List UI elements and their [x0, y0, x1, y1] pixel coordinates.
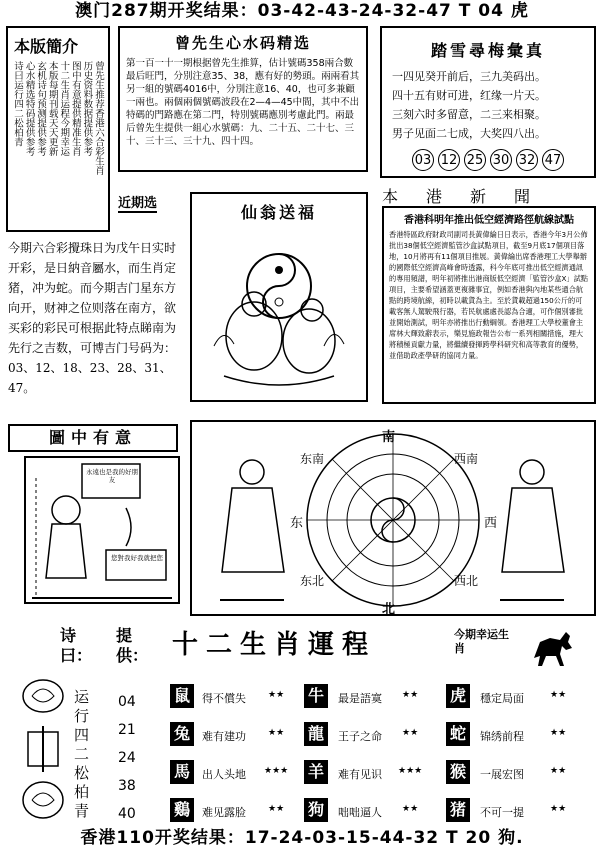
compass-east: 东	[290, 516, 304, 531]
zodiac-sign: 馬	[170, 760, 194, 784]
compass-south: 南	[382, 430, 396, 445]
zodiac-text: 难有建功	[202, 730, 246, 743]
intro-box	[6, 26, 110, 232]
zodiac-text: 出人头地	[202, 768, 246, 781]
zodiac-sign: 虎	[446, 684, 470, 708]
precision-box	[118, 26, 368, 172]
intro-column: 十二生肖运程今期幸运	[58, 61, 70, 156]
picture-sign-bottom: 您對我好我就把您	[111, 554, 163, 562]
zodiac-text: 不可一提	[480, 806, 524, 819]
provide-label: 提供：	[116, 626, 149, 665]
shiyue-lines	[74, 688, 90, 821]
poem-box	[380, 26, 596, 178]
intro-column: 本版每期刊载天天更新	[46, 61, 58, 156]
provide-number: 21	[118, 722, 136, 738]
poem-title: 踏雪尋梅彙真	[430, 41, 545, 60]
zodiac-text: 一展宏图	[480, 768, 524, 781]
zodiac-title: 十二生肖運程	[172, 630, 377, 660]
zodiac-sign: 兔	[170, 722, 194, 746]
zodiac-stars: ★★	[550, 690, 567, 700]
zodiac-sign: 蛇	[446, 722, 470, 746]
lucky-title: 仙翁送福	[240, 203, 317, 222]
shiyue-label: 诗曰：	[60, 626, 93, 665]
compass-west: 西	[484, 516, 498, 531]
zodiac-subtitle: 今期幸运生肖	[454, 628, 509, 655]
news-box	[382, 206, 596, 404]
footer-results: 香港110开奖结果：17-24-03-15-44-32 T 20 狗.	[80, 828, 524, 848]
compass-southwest: 西南	[454, 452, 479, 466]
zodiac-sign: 鷄	[170, 798, 194, 822]
picture-title-box	[8, 424, 178, 452]
poem-line: 男子见面二七成，大奖四八出。	[392, 127, 546, 140]
intro-column: 玄机诗句预测提供参考	[35, 61, 47, 156]
poem-lines	[382, 61, 594, 149]
zodiac-stars: ★★	[402, 728, 419, 738]
intro-column: 曾先生推荐香港六合彩生肖	[92, 61, 104, 175]
zodiac-sign: 鼠	[170, 684, 194, 708]
zodiac-stars: ★★	[402, 804, 419, 814]
recent-tag: 近期选	[118, 192, 157, 213]
horse-icon	[530, 628, 576, 668]
poem-line: 三刻六时多留意，二三来相聚。	[392, 108, 546, 121]
compass-northwest: 西北	[454, 574, 479, 588]
provide-number: 24	[118, 750, 136, 766]
provide-number: 04	[118, 694, 136, 710]
zodiac-sign: 牛	[304, 684, 328, 708]
top-results-header: 澳门287期开奖结果：03-42-43-24-32-47 T 04 虎	[75, 1, 529, 21]
shiyue-char: 运	[74, 688, 90, 706]
recent-body: 今期六合彩攪珠日为戊午日实时开彩，是日納音屬水，而生肖定猪，冲为蛇。而今期吉门星东方向开，财神之位则落在南方，欲买彩的彩民可根据此特点睇南为先行之吉数，可博吉门号码为：03、12、18、23、28、31、47。	[8, 241, 177, 395]
zodiac-text: 得不償失	[202, 692, 246, 705]
intro-column: 心水精选特码提供参考	[23, 61, 35, 156]
zodiac-sign: 猴	[446, 760, 470, 784]
number-ball: 30	[490, 149, 512, 171]
picture-title: 圖中有意	[48, 428, 137, 447]
zodiac-text: 难见露脸	[202, 806, 246, 819]
poem-line: 四十五有财可进，红缘一片天。	[392, 89, 546, 102]
zodiac-text: 锦绣前程	[480, 730, 524, 743]
zodiac-text: 穩定局面	[480, 692, 524, 705]
immortal-illustration	[194, 226, 364, 396]
number-ball: 03	[412, 149, 434, 171]
news-title: 本港新聞	[382, 187, 559, 206]
news-headline: 香港科明年推出低空經濟路徑航線試點	[404, 215, 574, 226]
zodiac-stars: ★★	[550, 766, 567, 776]
shiyue-char: 松	[74, 764, 90, 782]
shiyue-char: 行	[74, 707, 90, 725]
number-ball: 47	[542, 149, 564, 171]
compass-northeast: 东北	[300, 574, 325, 588]
zodiac-stars: ★★	[268, 728, 285, 738]
shiyue-char: 二	[74, 745, 90, 763]
intro-column: 历史资料数据提供参考	[81, 61, 93, 156]
precision-title: 曾先生心水码精选	[174, 34, 311, 52]
zodiac-text: 难有见识	[338, 768, 382, 781]
zodiac-text: 咄咄逼人	[338, 806, 382, 819]
number-ball: 25	[464, 149, 486, 171]
intro-column: 诗曰运行四二松柏青	[12, 61, 23, 147]
precision-body: 第一百一十一期根据曾先生推算，估计號碼358兩合數最后旺門，分別注意35、38，應有好的勢頭。兩兩看其另一組的號碼4016中，分別注意16、40，也可多兼顧一兩也。兩個兩個號碼波段在2—4—45中間，其中不出特碼的門路應在第二門，特別號碼應別考慮此門。兩最后曾先生提供一組心水號碼：九、二十五、二十七、三十、三十三、三十九、四十四。	[126, 58, 360, 147]
number-ball: 32	[516, 149, 538, 171]
zodiac-sign: 猪	[446, 798, 470, 822]
compass-southeast: 东南	[300, 452, 325, 466]
shiyue-char: 柏	[74, 783, 90, 801]
talisman-icon	[18, 676, 68, 826]
lucky-box	[190, 192, 368, 402]
zodiac-sign: 羊	[304, 760, 328, 784]
zodiac-text: 最是語寞	[338, 692, 382, 705]
news-body: 香港特區政府財政司副司長黃偉綸日日表示，香港今年3月公佈批出38個低空經濟監管沙盒試點項目，截至9月底17個項目落地，10月將再有11個項目推展。黃偉綸出席香港理工大學舉辦的國際低空經濟高峰會時透露，科今年底可推出低空經濟通訊的專用頻譜，明年初將推出港商版低空經濟「監管沙盒X」試點項目，主要希望涵蓋更複雜事宜，例如香港與內地某些通合航點的跨境航線，初時以載貨為主。至於貨載超過150公斤的可載客無人駕駛飛行器，若民航處處長認為合適，可作個別審批並開始測試，明年亦將推出行動綱領。香港理工大學校董會主席林大輝致辭表示，樂見施政報告公布一系列相關措施，理大將積極貢獻力量，將繼續發揮跨學科研究和高等教育的優勢，並借助政產學研的協同力量。	[389, 230, 588, 360]
provide-numbers	[118, 688, 136, 828]
zodiac-sign: 狗	[304, 798, 328, 822]
provide-number: 38	[118, 778, 136, 794]
zodiac-sign: 龍	[304, 722, 328, 746]
compass-illustration	[192, 422, 594, 614]
compass-north: 北	[382, 602, 396, 617]
poem-balls	[382, 149, 594, 171]
picture-box	[24, 456, 180, 604]
zodiac-stars: ★★★	[398, 766, 423, 776]
zodiac-stars: ★★	[550, 804, 567, 814]
poem-line: 一四见癸开前后，三九美码出。	[392, 70, 546, 83]
zodiac-stars: ★★	[550, 728, 567, 738]
zodiac-text: 王子之命	[338, 730, 382, 743]
provide-number: 40	[118, 806, 136, 822]
zodiac-stars: ★★★	[264, 766, 289, 776]
shiyue-char: 四	[74, 726, 90, 744]
shiyue-char: 青	[74, 802, 90, 820]
intro-column: 图中有意提供精准生肖	[69, 61, 81, 156]
zodiac-stars: ★★	[268, 690, 285, 700]
number-ball: 12	[438, 149, 460, 171]
picture-sign-top: 永遠也是我的好朋友	[86, 468, 138, 484]
zodiac-stars: ★★	[268, 804, 285, 814]
compass-box	[190, 420, 596, 616]
zodiac-stars: ★★	[402, 690, 419, 700]
intro-columns	[8, 61, 108, 217]
intro-title: 本版簡介	[14, 37, 79, 56]
